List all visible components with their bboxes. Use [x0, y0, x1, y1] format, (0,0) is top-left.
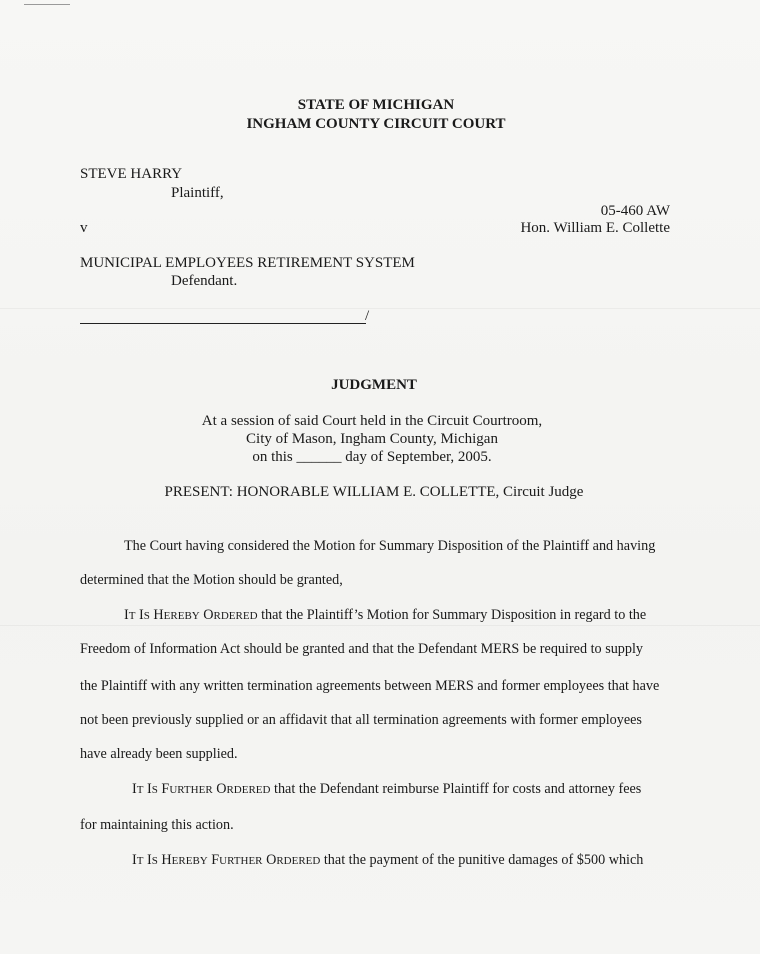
plaintiff-role: Plaintiff,: [171, 185, 224, 201]
judge-name: Hon. William E. Collette: [520, 220, 670, 236]
small-caps-lead: IT IS FURTHER ORDERED: [132, 781, 271, 797]
small-caps-lead: IT IS HEREBY FURTHER ORDERED: [132, 852, 321, 868]
body-line: determined that the Motion should be granted,: [80, 572, 343, 588]
paper-fold: [0, 308, 760, 309]
paper-fold: [0, 625, 760, 626]
body-line: the Plaintiff with any written termination agreements between MERS and former employees that have: [80, 678, 660, 694]
defendant-role: Defendant.: [171, 273, 238, 289]
body-line: not been previously supplied or an affidavit that all termination agreements with former employees: [80, 712, 642, 728]
body-line: Freedom of Information Act should be granted and that the Defendant MERS be required to supply: [80, 641, 644, 657]
scan-mark: [24, 4, 70, 5]
court-heading: INGHAM COUNTY CIRCUIT COURT: [246, 116, 506, 132]
order-paragraph-2-first-line: [132, 781, 641, 798]
plaintiff-name: STEVE HARRY: [80, 166, 183, 182]
defendant-name: MUNICIPAL EMPLOYEES RETIREMENT SYSTEM: [80, 255, 415, 271]
body-line: for maintaining this action.: [80, 817, 234, 833]
body-text: that the payment of the punitive damages of $500 which: [323, 852, 644, 868]
versus: v: [80, 220, 88, 236]
state-heading: STATE OF MICHIGAN: [297, 97, 455, 113]
small-caps-lead: IT IS HEREBY ORDERED: [124, 607, 258, 623]
caption-rule: [80, 323, 366, 324]
session-line-3: on this ______ day of September, 2005.: [252, 449, 492, 465]
present-line: PRESENT: HONORABLE WILLIAM E. COLLETTE, Circuit Judge: [164, 484, 584, 500]
body-line: have already been supplied.: [80, 746, 238, 762]
case-number: 05-460 AW: [600, 203, 670, 219]
session-line-1: At a session of said Court held in the Circuit Courtroom,: [201, 413, 543, 429]
body-line: The Court having considered the Motion for Summary Disposition of the Plaintiff and having: [124, 538, 656, 554]
body-text: that the Defendant reimburse Plaintiff for costs and attorney fees: [274, 781, 642, 797]
order-paragraph-1-first-line: [124, 607, 646, 624]
session-line-2: City of Mason, Ingham County, Michigan: [246, 431, 498, 447]
caption-slash: /: [365, 308, 370, 324]
judgment-title: JUDGMENT: [331, 377, 417, 393]
order-paragraph-3-first-line: [132, 852, 643, 869]
body-text: that the Plaintiff’s Motion for Summary Disposition in regard to the: [261, 607, 647, 623]
